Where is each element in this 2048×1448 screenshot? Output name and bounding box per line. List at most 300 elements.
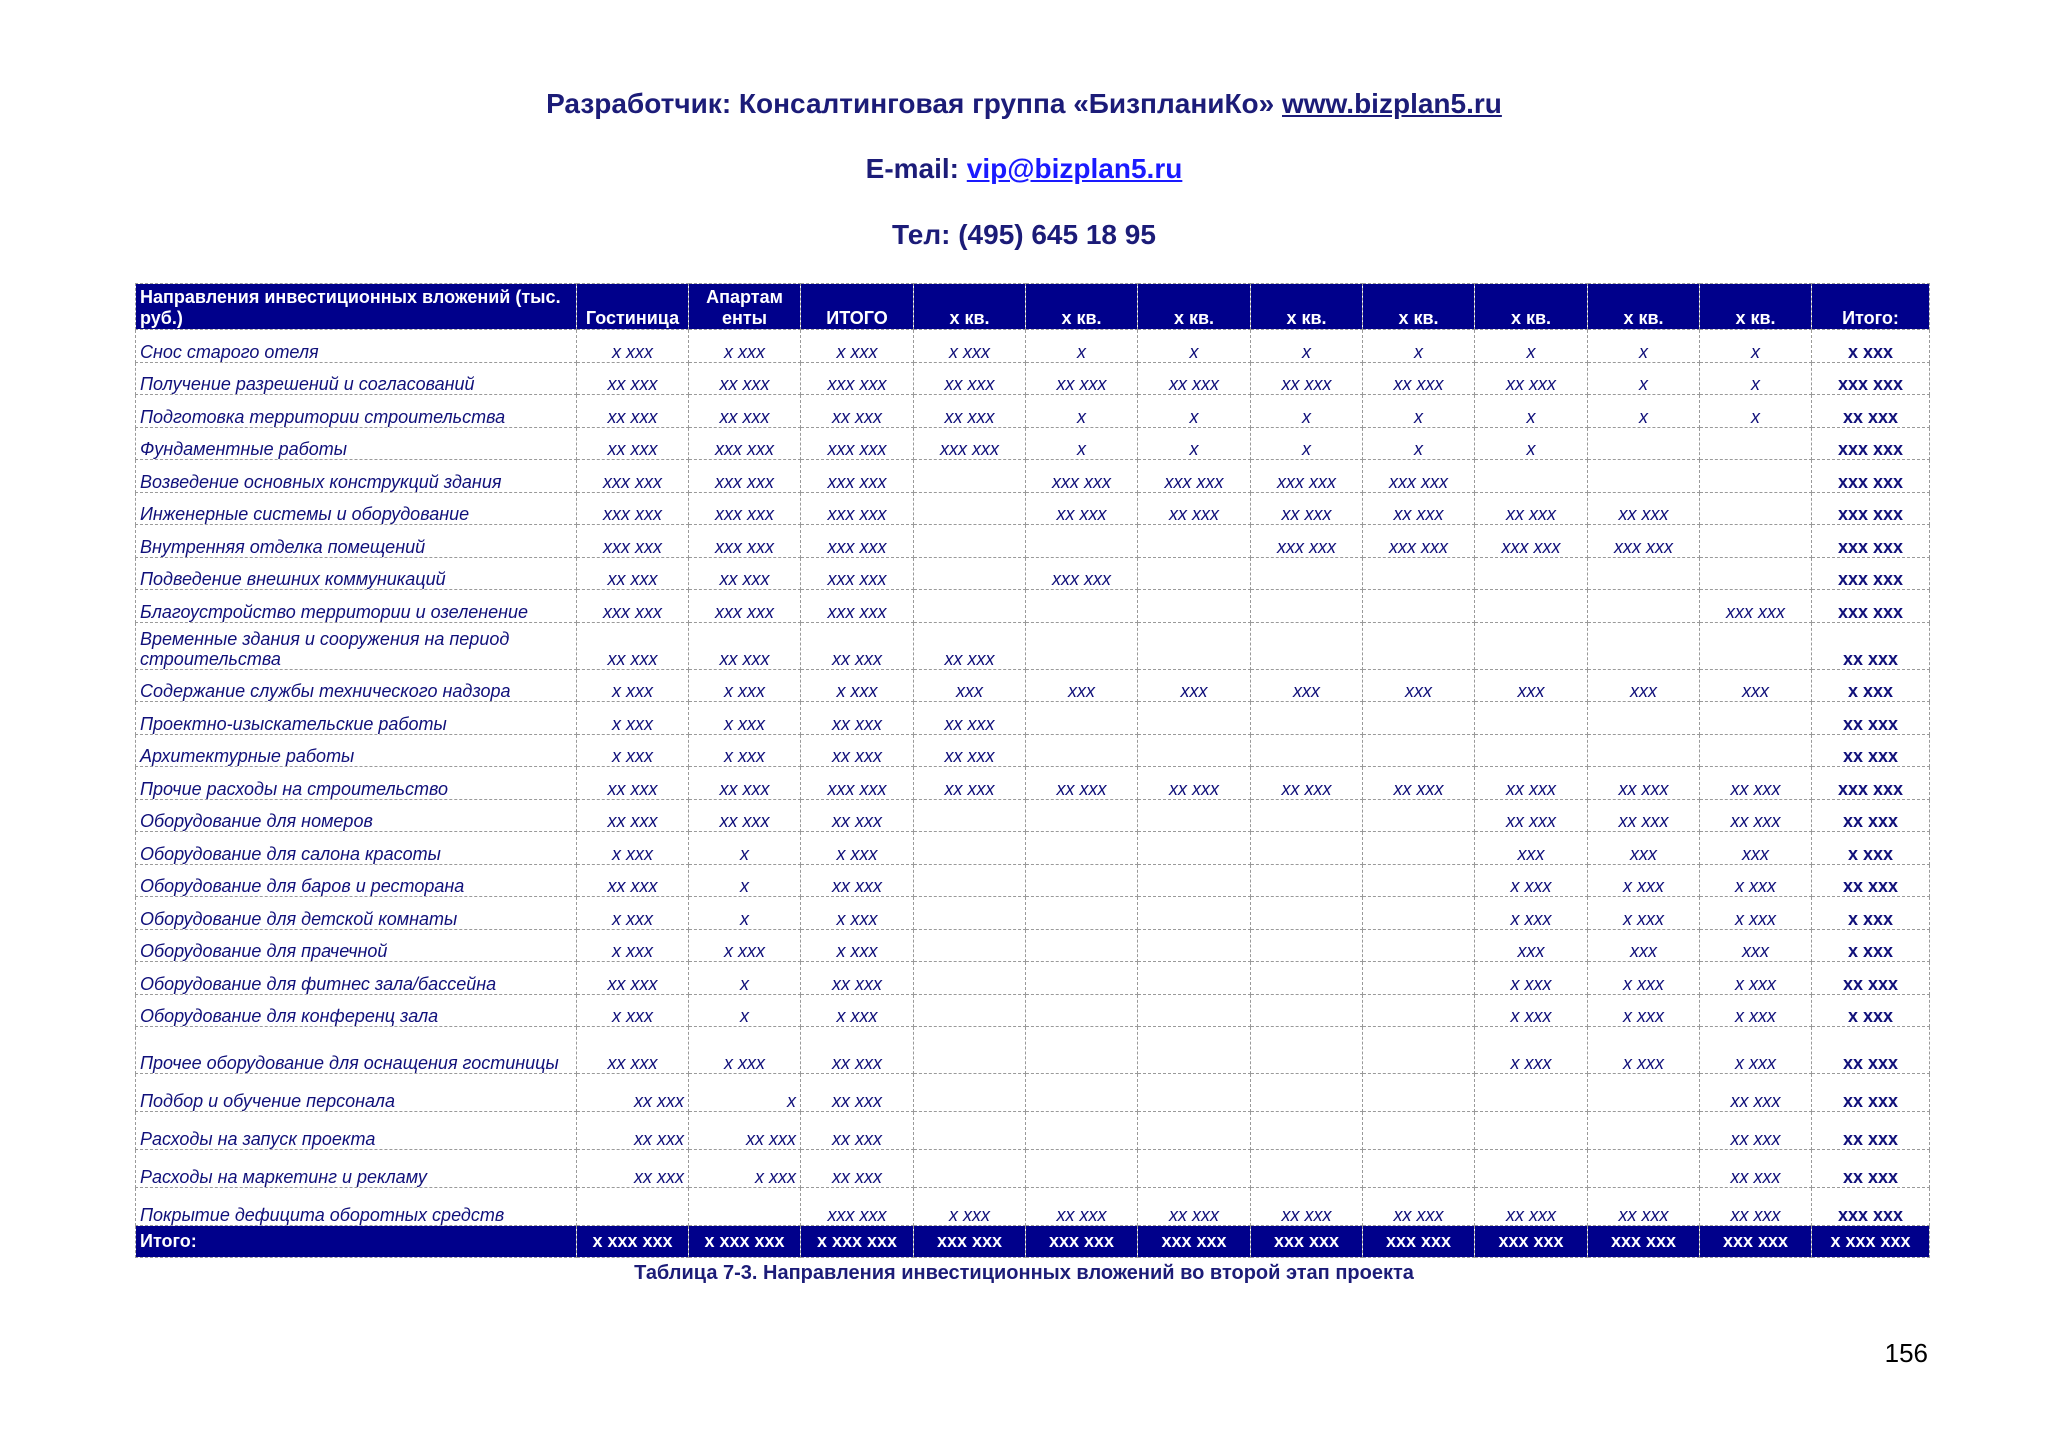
- table-row: [136, 590, 1930, 623]
- row-total-cell: xx xxx: [1812, 1150, 1930, 1188]
- table-cell: [1026, 1074, 1138, 1112]
- table-cell: xxx xxx: [914, 427, 1026, 460]
- table-cell: x xxx: [1475, 962, 1588, 995]
- row-total-cell: xxx xxx: [1812, 427, 1930, 460]
- table-cell: [1251, 799, 1363, 832]
- table-cell: [1026, 994, 1138, 1027]
- table-cell: [1363, 1027, 1475, 1074]
- table-cell: [1700, 557, 1812, 590]
- developer-label: Разработчик: Консалтинговая группа «БизпланиКо»: [546, 88, 1275, 119]
- table-cell: xx xxx: [801, 395, 914, 428]
- table-cell: [914, 994, 1026, 1027]
- page-number: 156: [1884, 1338, 1928, 1368]
- table-row: [136, 962, 1930, 995]
- table-cell: [1363, 1112, 1475, 1150]
- table-cell: [1026, 702, 1138, 735]
- table-cell: [914, 832, 1026, 865]
- row-label: Подбор и обучение персонала: [136, 1074, 577, 1112]
- table-cell: [1475, 590, 1588, 623]
- table-cell: xxx xxx: [1588, 525, 1700, 558]
- table-cell: [1251, 734, 1363, 767]
- table-cell: xx xxx: [1588, 492, 1700, 525]
- table-cell: xxx xxx: [801, 767, 914, 800]
- table-cell: [914, 929, 1026, 962]
- table-cell: [1251, 1150, 1363, 1188]
- row-label: Прочее оборудование для оснащения гостиницы: [136, 1027, 577, 1074]
- table-cell: xx xxx: [1700, 1150, 1812, 1188]
- table-cell: xx xxx: [1700, 1074, 1812, 1112]
- table-cell: x xxx: [801, 330, 914, 363]
- column-header: ИТОГО: [801, 284, 914, 330]
- table-cell: x xxx: [1700, 994, 1812, 1027]
- table-cell: x xxx: [1700, 1027, 1812, 1074]
- total-label: Итого:: [136, 1226, 577, 1258]
- table-cell: xx xxx: [577, 864, 689, 897]
- table-cell: [1363, 962, 1475, 995]
- email-link[interactable]: vip@bizplan5.ru: [966, 153, 1183, 184]
- table-cell: [1588, 734, 1700, 767]
- table-cell: [1251, 1027, 1363, 1074]
- table-cell: [1026, 1112, 1138, 1150]
- investment-table: [135, 283, 1930, 1258]
- table-cell: xx xxx: [577, 1074, 689, 1112]
- table-cell: [1363, 590, 1475, 623]
- table-cell: xxx xxx: [801, 492, 914, 525]
- table-cell: [1700, 622, 1812, 669]
- row-label: Оборудование для детской комнаты: [136, 897, 577, 930]
- table-cell: [689, 1188, 801, 1226]
- table-cell: xx xxx: [1363, 767, 1475, 800]
- row-label: Покрытие дефицита оборотных средств: [136, 1188, 577, 1226]
- row-total-cell: xx xxx: [1812, 1074, 1930, 1112]
- table-cell: xx xxx: [577, 962, 689, 995]
- table-cell: xx xxx: [801, 962, 914, 995]
- table-cell: [914, 799, 1026, 832]
- total-cell: x xxx xxx: [689, 1226, 801, 1258]
- table-cell: x: [689, 897, 801, 930]
- table-cell: xx xxx: [914, 702, 1026, 735]
- table-cell: xx xxx: [689, 767, 801, 800]
- table-cell: x xxx: [689, 734, 801, 767]
- table-cell: [1138, 1150, 1251, 1188]
- table-cell: x xxx: [801, 669, 914, 702]
- row-total-cell: xxx xxx: [1812, 460, 1930, 493]
- row-label: Благоустройство территории и озеленение: [136, 590, 577, 623]
- table-cell: [1251, 962, 1363, 995]
- total-cell: xxx xxx: [1251, 1226, 1363, 1258]
- row-total-cell: x xxx: [1812, 897, 1930, 930]
- table-cell: x xxx: [1700, 962, 1812, 995]
- table-cell: [1026, 622, 1138, 669]
- table-cell: x: [1251, 330, 1363, 363]
- table-cell: xxx xxx: [801, 362, 914, 395]
- table-cell: [1251, 994, 1363, 1027]
- table-cell: xxx xxx: [801, 427, 914, 460]
- table-cell: xx xxx: [1026, 1188, 1138, 1226]
- table-cell: [1363, 702, 1475, 735]
- table-cell: xx xxx: [1588, 1188, 1700, 1226]
- table-cell: xxx xxx: [577, 460, 689, 493]
- table-cell: x: [1475, 427, 1588, 460]
- table-cell: x xxx: [801, 994, 914, 1027]
- table-cell: x xxx: [689, 330, 801, 363]
- table-cell: xxx xxx: [1475, 525, 1588, 558]
- table-cell: xx xxx: [577, 395, 689, 428]
- table-cell: xxx: [1588, 832, 1700, 865]
- total-cell: xxx xxx: [1026, 1226, 1138, 1258]
- table-cell: [1700, 460, 1812, 493]
- table-cell: [1700, 492, 1812, 525]
- table-cell: [1363, 832, 1475, 865]
- table-cell: xx xxx: [1251, 492, 1363, 525]
- table-row: [136, 929, 1930, 962]
- table-cell: [1138, 590, 1251, 623]
- column-header-direction: Направления инвестиционных вложений (тыс. руб.): [136, 284, 577, 330]
- table-cell: xx xxx: [577, 557, 689, 590]
- row-label: Инженерные системы и оборудование: [136, 492, 577, 525]
- table-cell: xx xxx: [1475, 799, 1588, 832]
- table-cell: xxx xxx: [577, 590, 689, 623]
- table-cell: [1588, 460, 1700, 493]
- table-caption: Таблица 7-3. Направления инвестиционных вложений во второй этап проекта: [634, 1262, 1414, 1284]
- table-cell: x xxx: [1475, 1027, 1588, 1074]
- table-cell: xxx xxx: [801, 1188, 914, 1226]
- table-cell: xxx: [1700, 669, 1812, 702]
- row-label: Оборудование для фитнес зала/бассейна: [136, 962, 577, 995]
- table-cell: [1363, 1150, 1475, 1188]
- table-cell: [1251, 1074, 1363, 1112]
- table-cell: [914, 492, 1026, 525]
- table-cell: [1138, 897, 1251, 930]
- total-cell: x xxx xxx: [801, 1226, 914, 1258]
- table-cell: x: [1251, 427, 1363, 460]
- table-cell: [914, 525, 1026, 558]
- table-cell: x xxx: [1588, 897, 1700, 930]
- table-cell: [1138, 994, 1251, 1027]
- table-row: [136, 622, 1930, 669]
- table-cell: x: [1026, 395, 1138, 428]
- table-cell: x: [689, 994, 801, 1027]
- table-cell: x: [1588, 395, 1700, 428]
- row-total-cell: x xxx: [1812, 669, 1930, 702]
- table-row: [136, 669, 1930, 702]
- table-row: [136, 734, 1930, 767]
- table-cell: x xxx: [801, 929, 914, 962]
- table-cell: xx xxx: [1138, 767, 1251, 800]
- table-cell: x xxx: [689, 669, 801, 702]
- row-label: Подведение внешних коммуникаций: [136, 557, 577, 590]
- table-cell: [1475, 734, 1588, 767]
- table-row: [136, 525, 1930, 558]
- table-cell: [914, 460, 1026, 493]
- row-label: Снос старого отеля: [136, 330, 577, 363]
- table-cell: [1026, 897, 1138, 930]
- row-label: Оборудование для номеров: [136, 799, 577, 832]
- table-row: [136, 1027, 1930, 1074]
- table-cell: x: [1251, 395, 1363, 428]
- table-row: [136, 897, 1930, 930]
- table-cell: x xxx: [577, 702, 689, 735]
- column-header: х кв.: [1475, 284, 1588, 330]
- table-cell: xxx: [1026, 669, 1138, 702]
- table-cell: [1138, 1112, 1251, 1150]
- table-cell: xx xxx: [1138, 362, 1251, 395]
- table-cell: xx xxx: [577, 1112, 689, 1150]
- table-cell: x: [689, 1074, 801, 1112]
- table-cell: [914, 962, 1026, 995]
- table-cell: xx xxx: [1363, 1188, 1475, 1226]
- table-row: [136, 702, 1930, 735]
- table-cell: xxx xxx: [1251, 525, 1363, 558]
- table-header-row: [136, 284, 1930, 330]
- table-cell: xxx: [1475, 929, 1588, 962]
- table-row: [136, 492, 1930, 525]
- table-cell: [1138, 525, 1251, 558]
- table-cell: [914, 590, 1026, 623]
- table-cell: xxx xxx: [1026, 460, 1138, 493]
- table-cell: [1700, 525, 1812, 558]
- table-cell: x: [1138, 330, 1251, 363]
- column-header: Гостиница: [577, 284, 689, 330]
- row-label: Архитектурные работы: [136, 734, 577, 767]
- table-cell: x xxx: [1475, 897, 1588, 930]
- table-cell: [914, 557, 1026, 590]
- table-cell: xx xxx: [1251, 1188, 1363, 1226]
- table-cell: xx xxx: [689, 395, 801, 428]
- table-cell: [1588, 1150, 1700, 1188]
- email-label: E-mail:: [865, 153, 959, 184]
- row-total-cell: xxx xxx: [1812, 557, 1930, 590]
- total-cell: xxx xxx: [1475, 1226, 1588, 1258]
- table-cell: x xxx: [1475, 994, 1588, 1027]
- table-cell: [1700, 734, 1812, 767]
- total-cell: x xxx xxx: [1812, 1226, 1930, 1258]
- table-cell: xxx xxx: [801, 525, 914, 558]
- table-cell: xx xxx: [801, 622, 914, 669]
- table-cell: xx xxx: [801, 864, 914, 897]
- table-cell: x: [1138, 395, 1251, 428]
- table-cell: xx xxx: [1700, 767, 1812, 800]
- row-total-cell: xx xxx: [1812, 1112, 1930, 1150]
- table-cell: [1251, 590, 1363, 623]
- table-cell: [1363, 864, 1475, 897]
- table-cell: xx xxx: [1138, 1188, 1251, 1226]
- row-label: Оборудование для баров и ресторана: [136, 864, 577, 897]
- row-total-cell: xx xxx: [1812, 734, 1930, 767]
- row-total-cell: xxx xxx: [1812, 362, 1930, 395]
- row-total-cell: xx xxx: [1812, 864, 1930, 897]
- row-total-cell: xx xxx: [1812, 799, 1930, 832]
- table-cell: [1475, 460, 1588, 493]
- table-cell: [1363, 734, 1475, 767]
- table-cell: xxx: [1588, 669, 1700, 702]
- table-row: [136, 362, 1930, 395]
- table-cell: x xxx: [577, 994, 689, 1027]
- table-cell: xx xxx: [1363, 492, 1475, 525]
- table-cell: x xxx: [914, 330, 1026, 363]
- table-cell: x xxx: [689, 702, 801, 735]
- table-row: [136, 1074, 1930, 1112]
- table-cell: xxx xxx: [1026, 557, 1138, 590]
- table-cell: [577, 1188, 689, 1226]
- table-row: [136, 799, 1930, 832]
- table-cell: x xxx: [689, 1027, 801, 1074]
- table-cell: xxx xxx: [689, 590, 801, 623]
- table-cell: [914, 897, 1026, 930]
- table-cell: [1475, 702, 1588, 735]
- table-cell: x: [1475, 330, 1588, 363]
- table-row: [136, 427, 1930, 460]
- table-cell: [1138, 557, 1251, 590]
- table-cell: x xxx: [1588, 962, 1700, 995]
- row-total-cell: x xxx: [1812, 330, 1930, 363]
- phone-line: Тел: (495) 645 18 95: [892, 219, 1156, 250]
- row-label: Содержание службы технического надзора: [136, 669, 577, 702]
- table-cell: x: [1363, 427, 1475, 460]
- table-cell: xx xxx: [914, 622, 1026, 669]
- table-cell: xxx: [1363, 669, 1475, 702]
- table-cell: xx xxx: [1700, 799, 1812, 832]
- table-cell: x: [689, 962, 801, 995]
- table-cell: x xxx: [577, 897, 689, 930]
- table-cell: x: [689, 864, 801, 897]
- table-cell: xx xxx: [801, 1112, 914, 1150]
- table-cell: xx xxx: [1363, 362, 1475, 395]
- table-cell: x: [1475, 395, 1588, 428]
- table-cell: xx xxx: [1026, 362, 1138, 395]
- table-cell: [1475, 1074, 1588, 1112]
- table-cell: x: [1026, 427, 1138, 460]
- column-header: Апартам енты: [689, 284, 801, 330]
- table-cell: xx xxx: [577, 767, 689, 800]
- table-cell: xxx xxx: [801, 557, 914, 590]
- table-cell: [1363, 799, 1475, 832]
- table-cell: xx xxx: [1475, 492, 1588, 525]
- table-row: [136, 1150, 1930, 1188]
- total-cell: xxx xxx: [1700, 1226, 1812, 1258]
- table-cell: xxx: [1475, 832, 1588, 865]
- table-cell: [1138, 864, 1251, 897]
- total-cell: x xxx xxx: [577, 1226, 689, 1258]
- table-cell: x: [1026, 330, 1138, 363]
- total-cell: xxx xxx: [1363, 1226, 1475, 1258]
- table-cell: xx xxx: [1475, 362, 1588, 395]
- row-total-cell: x xxx: [1812, 994, 1930, 1027]
- table-cell: xxx: [1700, 929, 1812, 962]
- table-cell: x xxx: [1588, 1027, 1700, 1074]
- row-label: Временные здания и сооружения на период строительства: [136, 622, 577, 669]
- table-cell: xx xxx: [801, 1150, 914, 1188]
- table-cell: [1475, 1150, 1588, 1188]
- table-cell: xx xxx: [1475, 767, 1588, 800]
- table-cell: xx xxx: [577, 1150, 689, 1188]
- table-cell: xxx xxx: [801, 460, 914, 493]
- email-line: [0, 153, 2048, 185]
- row-label: Внутренняя отделка помещений: [136, 525, 577, 558]
- table-cell: xx xxx: [1251, 362, 1363, 395]
- table-cell: [1251, 1112, 1363, 1150]
- table-cell: [1588, 590, 1700, 623]
- table-cell: [1138, 799, 1251, 832]
- table-cell: [1363, 557, 1475, 590]
- table-cell: xx xxx: [689, 557, 801, 590]
- table-cell: [1588, 1112, 1700, 1150]
- row-label: Расходы на запуск проекта: [136, 1112, 577, 1150]
- table-cell: xx xxx: [1026, 492, 1138, 525]
- table-cell: x: [1588, 362, 1700, 395]
- table-cell: [1363, 994, 1475, 1027]
- table-cell: [1026, 929, 1138, 962]
- table-cell: x xxx: [689, 1150, 801, 1188]
- table-cell: [1138, 622, 1251, 669]
- table-cell: x xxx: [689, 929, 801, 962]
- developer-line: [0, 88, 2048, 120]
- website-link[interactable]: www.bizplan5.ru: [1282, 88, 1502, 119]
- row-label: Оборудование для прачечной: [136, 929, 577, 962]
- table-row: [136, 1188, 1930, 1226]
- table-cell: [1026, 590, 1138, 623]
- table-cell: [1251, 897, 1363, 930]
- table-row: [136, 994, 1930, 1027]
- table-cell: [1251, 622, 1363, 669]
- table-cell: x: [1363, 395, 1475, 428]
- table-cell: xxx: [1138, 669, 1251, 702]
- table-cell: [914, 1150, 1026, 1188]
- row-total-cell: xx xxx: [1812, 622, 1930, 669]
- table-cell: xx xxx: [577, 622, 689, 669]
- row-total-cell: xxx xxx: [1812, 525, 1930, 558]
- row-label: Оборудование для салона красоты: [136, 832, 577, 865]
- table-cell: xx xxx: [801, 1074, 914, 1112]
- table-cell: x: [1138, 427, 1251, 460]
- table-cell: x xxx: [801, 897, 914, 930]
- table-cell: x: [1700, 362, 1812, 395]
- column-header: х кв.: [1700, 284, 1812, 330]
- table-cell: xxx: [1475, 669, 1588, 702]
- total-cell: xxx xxx: [914, 1226, 1026, 1258]
- row-total-cell: xxx xxx: [1812, 1188, 1930, 1226]
- table-cell: x xxx: [801, 832, 914, 865]
- row-label: Проектно-изыскательские работы: [136, 702, 577, 735]
- row-label: Подготовка территории строительства: [136, 395, 577, 428]
- table-cell: xx xxx: [577, 427, 689, 460]
- table-cell: [1026, 864, 1138, 897]
- table-cell: x xxx: [577, 669, 689, 702]
- column-header: Итого:: [1812, 284, 1930, 330]
- table-cell: [1475, 1112, 1588, 1150]
- table-cell: [1026, 1027, 1138, 1074]
- table-cell: x xxx: [1588, 864, 1700, 897]
- table-cell: [1363, 897, 1475, 930]
- table-cell: x xxx: [1700, 864, 1812, 897]
- table-cell: xx xxx: [577, 1027, 689, 1074]
- table-cell: x xxx: [577, 734, 689, 767]
- row-total-cell: x xxx: [1812, 832, 1930, 865]
- table-cell: xx xxx: [801, 702, 914, 735]
- total-cell: xxx xxx: [1138, 1226, 1251, 1258]
- table-cell: xx xxx: [577, 362, 689, 395]
- table-cell: x xxx: [577, 330, 689, 363]
- row-total-cell: xx xxx: [1812, 962, 1930, 995]
- table-cell: xxx: [914, 669, 1026, 702]
- table-cell: xxx xxx: [689, 460, 801, 493]
- table-cell: [1026, 962, 1138, 995]
- table-row: [136, 1112, 1930, 1150]
- table-cell: [914, 1027, 1026, 1074]
- table-cell: [1588, 1074, 1700, 1112]
- table-cell: xx xxx: [577, 799, 689, 832]
- table-cell: x xxx: [914, 1188, 1026, 1226]
